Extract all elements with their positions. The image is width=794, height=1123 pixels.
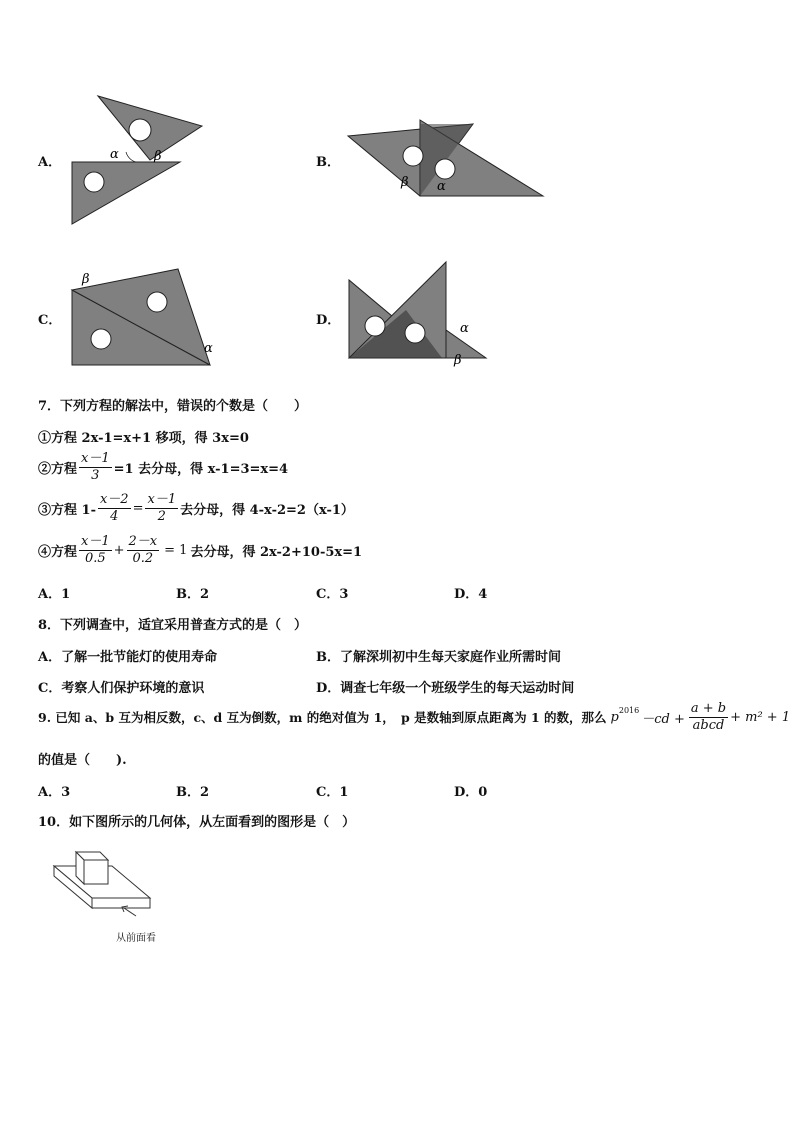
fraction xyxy=(79,535,112,565)
q10-stem: 10．如下图所示的几何体，从左面看到的图形是（ ） xyxy=(38,815,356,830)
q7-choice-a[interactable]: A．1 xyxy=(38,587,71,602)
q7-item-2-suffix: =1 去分母，得 x-1=3=x=4 xyxy=(113,461,289,477)
q7-stem: 7．下列方程的解法中，错误的个数是（ ） xyxy=(38,399,308,414)
q9-choice-a[interactable]: A．3 xyxy=(38,785,71,800)
q7-item-2 xyxy=(38,452,288,482)
q10-caption: 从前面看 xyxy=(116,933,156,944)
fraction xyxy=(127,535,160,565)
hole-circle xyxy=(403,146,423,166)
denominator: 3 xyxy=(91,467,100,483)
q9-stem: 9. 已知 a、b 互为相反数，c、d 互为倒数，m 的绝对值为 1， p 是数轴到原点距离为 1 的数，那么 xyxy=(38,710,607,726)
denominator: 4 xyxy=(110,508,119,524)
plus-sign: + xyxy=(113,542,125,558)
q9-stem-line xyxy=(38,702,790,732)
q7-item-4 xyxy=(38,535,362,565)
hole-circle xyxy=(91,329,111,349)
q10-solid-figure xyxy=(52,846,154,918)
numerator: x－2 xyxy=(99,492,129,507)
angle-alpha-label: α xyxy=(204,341,213,356)
exponent: 2016 xyxy=(618,705,640,715)
q8-choice-d[interactable]: D．调查七年级一个班级学生的每天运动时间 xyxy=(316,681,575,696)
fraction xyxy=(145,493,178,523)
q9-expr-mid: －cd + xyxy=(641,711,685,727)
q9-choice-b[interactable]: B．2 xyxy=(176,785,210,800)
figure-option-d xyxy=(346,260,496,368)
angle-alpha-label: α xyxy=(110,147,119,162)
equals-sign: = xyxy=(132,500,144,516)
angle-beta-label: β xyxy=(401,175,409,190)
option-c-label: C． xyxy=(38,313,62,328)
hole-circle xyxy=(84,172,104,192)
q7-item-3 xyxy=(38,493,354,523)
numerator: 2－x xyxy=(128,534,158,549)
hole-circle xyxy=(147,292,167,312)
q8-stem: 8．下列调查中，适宜采用普查方式的是（ ） xyxy=(38,618,308,633)
hole-circle xyxy=(405,323,425,343)
option-a-label: A． xyxy=(38,155,62,170)
figure-option-c xyxy=(70,266,230,368)
triangle-lower xyxy=(72,162,180,224)
numerator: a + b xyxy=(690,701,727,716)
q7-item-2-prefix: ②方程 xyxy=(38,461,78,477)
q8-choice-a[interactable]: A．了解一批节能灯的使用寿命 xyxy=(38,650,218,665)
q7-choice-d[interactable]: D．4 xyxy=(454,587,488,602)
denominator: 2 xyxy=(157,508,166,524)
q9-expr-tail: + m² + 1 xyxy=(730,709,791,725)
figure-option-b xyxy=(345,118,545,198)
q7-item-3-prefix: ③方程 1- xyxy=(38,502,96,518)
view-arrow xyxy=(124,908,136,916)
angle-beta-label: β xyxy=(82,272,90,287)
numerator: x－1 xyxy=(81,451,110,466)
hole-circle xyxy=(129,119,151,141)
fraction xyxy=(98,493,131,523)
q9-stem-2: 的值是（ ). xyxy=(38,753,127,768)
angle-beta-label: β xyxy=(454,353,462,368)
option-d-label: D． xyxy=(316,313,341,328)
cube-front xyxy=(84,860,108,884)
q9-choice-c[interactable]: C．1 xyxy=(316,785,349,800)
q7-item-1: ①方程 2x-1=x+1 移项，得 3x=0 xyxy=(38,431,249,446)
hole-circle xyxy=(435,159,455,179)
numerator: x－1 xyxy=(147,492,177,507)
denominator: abcd xyxy=(692,717,725,733)
q7-item-4-prefix: ④方程 xyxy=(38,544,78,560)
variable-p: p xyxy=(610,709,619,725)
equals-one: = 1 xyxy=(164,542,188,558)
q8-choice-c[interactable]: C．考察人们保护环境的意识 xyxy=(38,681,205,696)
angle-beta-label: β xyxy=(154,149,162,164)
figure-option-a xyxy=(70,94,210,226)
denominator: 0.2 xyxy=(132,550,154,566)
slab-front xyxy=(92,898,150,908)
q7-choice-b[interactable]: B．2 xyxy=(176,587,210,602)
hole-circle xyxy=(365,316,385,336)
angle-alpha-label: α xyxy=(460,321,469,336)
q7-choice-c[interactable]: C．3 xyxy=(316,587,349,602)
denominator: 0.5 xyxy=(84,550,106,566)
fraction xyxy=(79,452,112,482)
q7-item-3-suffix: 去分母，得 4-x-2=2（x-1） xyxy=(180,502,354,518)
fraction xyxy=(689,702,728,732)
numerator: x－1 xyxy=(81,534,110,549)
q8-choice-b[interactable]: B．了解深圳初中生每天家庭作业所需时间 xyxy=(316,650,561,665)
angle-alpha-label: α xyxy=(437,179,446,194)
q9-expr-p xyxy=(610,705,640,725)
q9-choice-d[interactable]: D．0 xyxy=(454,785,488,800)
option-b-label: B． xyxy=(316,155,340,170)
q7-item-4-suffix: 去分母，得 2x-2+10-5x=1 xyxy=(190,544,363,560)
